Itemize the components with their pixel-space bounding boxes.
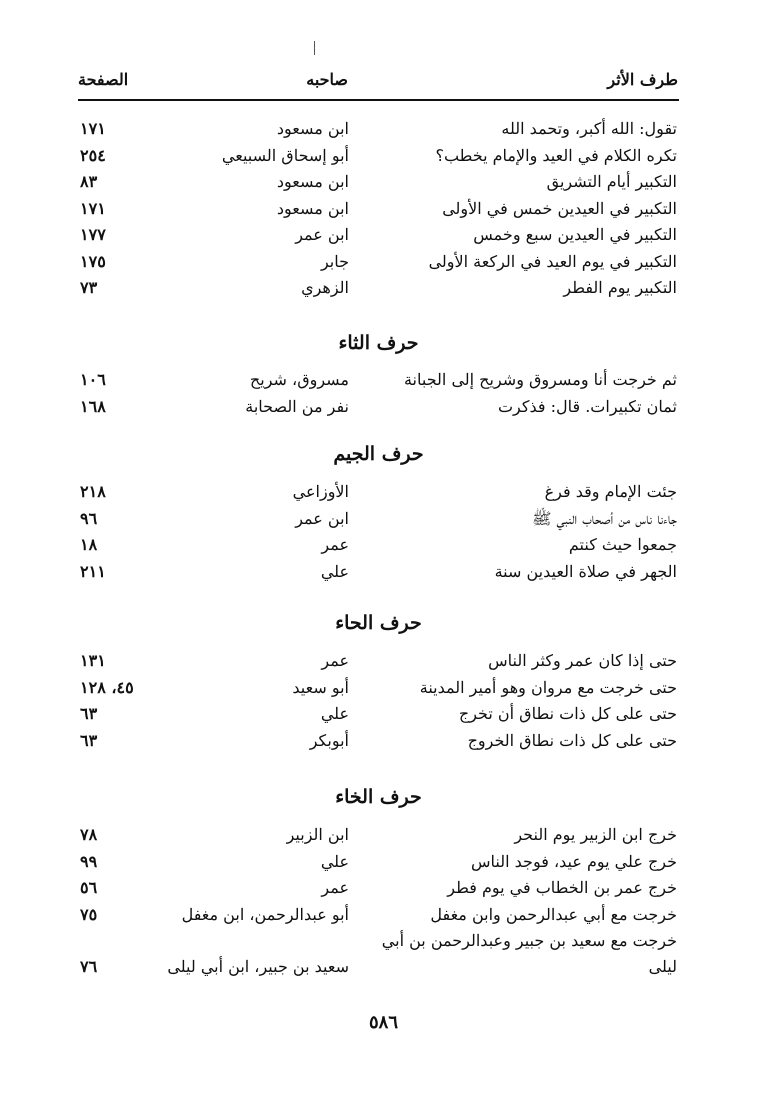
table-row	[78, 648, 679, 675]
narrator-name: علي	[320, 704, 349, 723]
narrator-name: عمر	[321, 878, 349, 897]
narrator-name: عمر	[321, 535, 349, 554]
table-row	[78, 822, 679, 849]
section-tha	[78, 367, 679, 420]
hadith-text: حتى خرجت مع مروان وهو أمير المدينة	[419, 677, 677, 697]
page-number: ٢١٨	[80, 482, 106, 501]
hadith-text: خرج ابن الزبير يوم النحر	[514, 825, 677, 844]
hadith-text: التكبير في العيدين خمس في الأولى	[442, 198, 677, 218]
section-kha	[78, 822, 679, 980]
table-row	[78, 196, 679, 223]
narrator-name: أبوبكر	[309, 730, 349, 750]
page-number: ٧٨	[80, 825, 98, 844]
hadith-text: التكبير في العيدين سبع وخمس	[473, 225, 677, 244]
table-row	[78, 701, 679, 728]
page-number: ٦٣	[80, 704, 98, 723]
hadith-text: التكبير أيام التشريق	[546, 172, 677, 191]
hadith-text: تقول: الله أكبر، وتحمد الله	[501, 119, 677, 138]
narrator-name: الأوزاعي	[292, 482, 349, 501]
narrator-name: أبو عبدالرحمن، ابن مغفل	[181, 904, 349, 924]
narrator-name: ابن مسعود	[276, 198, 349, 218]
hadith-text: التكبير يوم الفطر	[563, 278, 677, 297]
hadith-text: جاءنا ناس من أصحاب النبي ﷺ	[532, 508, 677, 528]
page-number: ٧٣	[80, 278, 98, 297]
narrator-name: علي	[320, 851, 349, 871]
hadith-text: جئت الإمام وقد فرغ	[544, 482, 677, 501]
header-narrator-column: صاحبه	[306, 70, 348, 89]
table-row	[78, 675, 679, 702]
page-number: ٧٥	[80, 904, 98, 924]
table-row	[78, 849, 679, 876]
table-row	[78, 222, 679, 249]
page-number: ٩٦	[80, 508, 98, 528]
header-tick-mark	[314, 41, 315, 55]
table-row	[78, 479, 679, 506]
table-row	[78, 249, 679, 276]
page-number: ٤٥، ١٢٨	[80, 677, 134, 697]
section-jim	[78, 479, 679, 585]
table-row	[78, 532, 679, 559]
narrator-name: أبو إسحاق السبيعي	[221, 145, 349, 165]
page-number: ٢٥٤	[80, 145, 106, 165]
page-number: ١٨	[80, 535, 98, 554]
section-continued	[78, 116, 679, 302]
page-number: ١٧٧	[80, 225, 106, 244]
table-row	[78, 728, 679, 755]
hadith-text: تكره الكلام في العيد والإمام يخطب؟	[435, 145, 677, 165]
page-number: ١٧١	[80, 119, 106, 138]
narrator-name: ابن مسعود	[276, 119, 349, 138]
narrator-name: ابن مسعود	[276, 172, 349, 191]
section-ha	[78, 648, 679, 754]
page-number: ١٧١	[80, 198, 106, 218]
hadith-text: ثمان تكبيرات. قال: فذكرت	[497, 396, 677, 416]
page-number: ٨٣	[80, 172, 98, 191]
narrator-name: نفر من الصحابة	[245, 396, 349, 416]
section-heading-ha: حرف الحاء	[335, 612, 422, 634]
section-heading-jim: حرف الجيم	[333, 443, 424, 465]
table-row	[78, 275, 679, 302]
narrator-name: أبو سعيد	[292, 677, 349, 697]
header-page-column: الصفحة	[78, 70, 129, 89]
page-number: ١٧٥	[80, 251, 106, 271]
header-hadith-column: طرف الأثر	[607, 70, 678, 89]
hadith-text: خرج عمر بن الخطاب في يوم فطر	[447, 878, 677, 897]
hadith-text: خرجت مع أبي عبدالرحمن وابن مغفل	[430, 904, 677, 924]
page-footer-number: ٥٨٦	[368, 1012, 398, 1033]
hadith-text: حتى إذا كان عمر وكثر الناس	[488, 651, 677, 670]
table-row	[78, 143, 679, 170]
table-row	[78, 506, 679, 533]
page-number: ١٠٦	[80, 370, 106, 389]
narrator-name: ابن الزبير	[286, 825, 349, 844]
narrator-name: علي	[320, 561, 349, 581]
header-rule	[78, 99, 679, 101]
narrator-name: ابن عمر	[295, 225, 349, 244]
page-number: ٩٩	[80, 851, 98, 871]
page-number: ٧٦	[80, 957, 98, 976]
section-heading-tha: حرف الثاء	[338, 332, 419, 354]
page-number: ١٦٨	[80, 396, 106, 416]
table-row	[78, 875, 679, 902]
table-row	[78, 169, 679, 196]
section-heading-kha: حرف الخاء	[335, 786, 422, 808]
narrator-name: مسروق، شريح	[249, 370, 349, 389]
narrator-name: ابن عمر	[295, 508, 349, 528]
hadith-text: جمعوا حيث كنتم	[568, 535, 677, 554]
page-number: ١٣١	[80, 651, 106, 670]
page-number: ٥٦	[80, 878, 98, 897]
narrator-name: الزهري	[301, 278, 349, 297]
narrator-name: جابر	[320, 251, 349, 271]
page-number: ٦٣	[80, 730, 98, 750]
hadith-text: خرجت مع سعيد بن جبير وعبدالرحمن بن أبي ليلى	[381, 931, 677, 976]
narrator-name: سعيد بن جبير، ابن أبي ليلى	[167, 957, 349, 976]
table-row	[78, 394, 679, 421]
table-row	[78, 116, 679, 143]
table-row	[78, 928, 679, 980]
table-header	[78, 70, 678, 98]
page-number: ٢١١	[80, 561, 106, 581]
table-row	[78, 902, 679, 929]
hadith-text: خرج علي يوم عيد، فوجد الناس	[471, 851, 677, 871]
hadith-text: حتى على كل ذات نطاق أن تخرج	[458, 704, 677, 723]
hadith-text: التكبير في يوم العيد في الركعة الأولى	[428, 251, 677, 271]
hadith-text: ثم خرجت أنا ومسروق وشريح إلى الجبانة	[403, 370, 677, 389]
hadith-text: الجهر في صلاة العيدين سنة	[494, 561, 677, 581]
table-row	[78, 559, 679, 586]
hadith-text: حتى على كل ذات نطاق الخروج	[467, 730, 677, 750]
narrator-name: عمر	[321, 651, 349, 670]
table-row	[78, 367, 679, 394]
